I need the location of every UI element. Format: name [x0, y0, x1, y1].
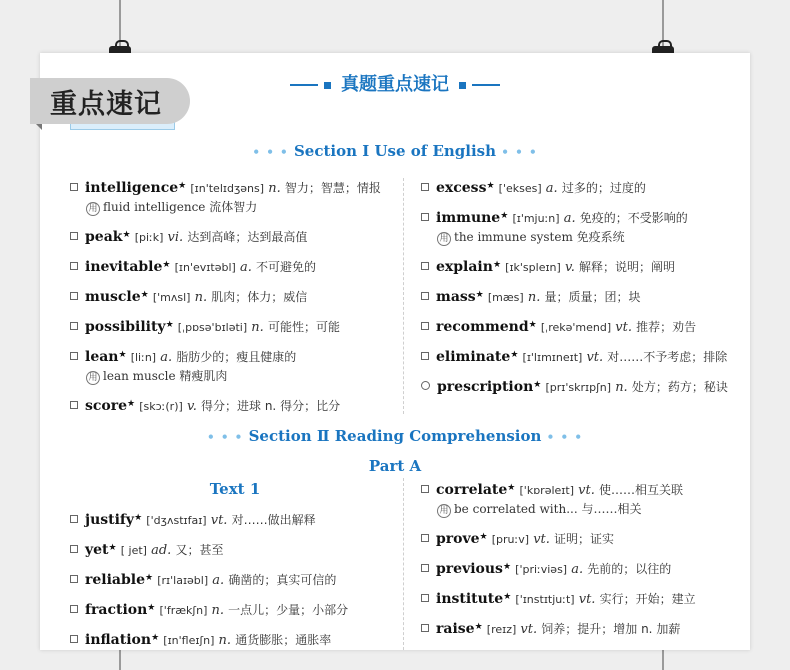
meaning: 证明；证实 — [554, 532, 615, 546]
meaning: 脂肪少的；瘦且健康的 — [176, 350, 297, 364]
vocab-word: recommend — [436, 319, 529, 335]
part-of-speech: a. — [212, 573, 225, 588]
vocab-word: prove — [436, 531, 480, 547]
heading-dots-right: • • • — [546, 430, 584, 444]
vocab-word: intelligence — [85, 180, 179, 196]
meaning: 肌肉；体力；威信 — [211, 290, 308, 304]
phonetic: [prɪ'skrɪpʃn] — [545, 381, 612, 394]
meaning: 处方；药方；秘诀 — [631, 380, 728, 394]
meaning: 达到高峰；达到最高值 — [187, 230, 308, 244]
phonetic: ['dʒʌstɪfaɪ] — [146, 514, 207, 527]
meaning: 不可避免的 — [255, 260, 316, 274]
star-icon: ★ — [474, 622, 483, 632]
meaning: 推荐；劝告 — [636, 320, 697, 334]
phonetic: [ jet] — [120, 544, 147, 557]
section1-label: Section Ⅰ Use of English — [293, 142, 497, 160]
title-square-left — [324, 82, 331, 89]
phonetic: ['frækʃn] — [159, 604, 208, 617]
part-of-speech: n. — [251, 320, 264, 335]
part-of-speech: a. — [545, 181, 558, 196]
star-icon: ★ — [108, 543, 117, 553]
usage-icon: 用 — [86, 202, 100, 216]
star-icon: ★ — [500, 211, 509, 221]
vocab-entry — [421, 348, 727, 365]
checkbox-icon — [70, 545, 78, 553]
checkbox-icon — [70, 635, 78, 643]
phonetic: [ɪ'lɪmɪneɪt] — [522, 351, 583, 364]
part-of-speech: vt. — [520, 622, 538, 637]
heading-dots-left: • • • — [206, 430, 244, 444]
vocab-word: excess — [436, 180, 487, 196]
star-icon: ★ — [165, 320, 174, 330]
section1-heading — [0, 142, 790, 160]
phonetic: [ɪn'evɪtəbl] — [174, 261, 236, 274]
vocab-word: inevitable — [85, 259, 163, 275]
part-of-speech: a. — [571, 562, 584, 577]
part-of-speech: v. — [564, 260, 575, 275]
hanging-string-bottom-right — [662, 650, 664, 670]
vocab-entry — [421, 179, 646, 196]
usage-text: fluid intelligence 流体智力 — [103, 200, 258, 214]
part-of-speech: vt. — [533, 532, 550, 547]
part-of-speech: a. — [160, 350, 173, 365]
phonetic: [piːk] — [134, 231, 164, 244]
star-icon: ★ — [492, 260, 502, 270]
star-icon: ★ — [479, 532, 488, 542]
vocab-word: score — [85, 398, 128, 414]
part-of-speech: vt. — [210, 513, 228, 528]
vocab-word: fraction — [85, 602, 148, 618]
checkbox-icon — [70, 515, 78, 523]
vocab-entry — [421, 288, 641, 305]
star-icon: ★ — [502, 562, 512, 572]
checkbox-icon — [421, 534, 429, 542]
vocab-entry — [421, 378, 728, 395]
meaning: 确凿的；真实可信的 — [228, 573, 337, 587]
vocab-word: explain — [436, 259, 493, 275]
vocab-word: immune — [436, 210, 501, 226]
checkbox-icon — [70, 322, 78, 330]
phonetic: [ɪ'mjuːn] — [512, 212, 560, 225]
part-of-speech: vt. — [586, 350, 604, 365]
star-icon: ★ — [486, 181, 495, 191]
phonetic: ['kɒrəleɪt] — [519, 484, 574, 497]
phonetic: [ɪk'spleɪn] — [505, 261, 561, 274]
vocab-entry — [70, 541, 223, 558]
phonetic: [skɔː(r)] — [139, 400, 183, 413]
part-of-speech: n. — [615, 380, 628, 395]
usage-example — [437, 228, 688, 246]
star-icon: ★ — [507, 483, 516, 493]
usage-icon: 用 — [86, 371, 100, 385]
meaning: 量；质量；团；块 — [544, 290, 641, 304]
meaning: 实行；开始；建立 — [599, 592, 696, 606]
part-of-speech: n. — [218, 633, 232, 648]
usage-example — [437, 500, 683, 518]
checkbox-icon — [70, 232, 78, 240]
star-icon: ★ — [127, 399, 136, 409]
checkbox-icon — [421, 183, 429, 191]
vocab-word: lean — [85, 349, 119, 365]
vocab-entry — [421, 530, 614, 547]
vocab-entry — [70, 601, 348, 618]
star-icon: ★ — [503, 592, 512, 602]
phonetic: [pruːv] — [491, 533, 530, 546]
usage-text: the immune system 免疫系统 — [454, 230, 625, 244]
phonetic: ['ekses] — [498, 182, 542, 195]
heading-dots-left: • • • — [252, 145, 289, 159]
checkbox-icon — [421, 594, 429, 602]
heading-dots-right: • • • — [501, 145, 538, 159]
star-icon: ★ — [140, 290, 149, 300]
vocab-word: raise — [436, 621, 475, 637]
checkbox-icon — [70, 401, 78, 409]
vocab-entry — [70, 288, 307, 305]
vocab-entry — [421, 590, 696, 607]
star-icon: ★ — [162, 260, 171, 270]
meaning: 解释；说明；阐明 — [579, 260, 676, 274]
usage-icon: 用 — [437, 232, 451, 246]
vocab-entry — [421, 258, 675, 275]
part-of-speech: n. — [211, 603, 225, 618]
vocab-entry — [70, 179, 381, 216]
section2-label: Section Ⅱ Reading Comprehension — [248, 427, 542, 445]
vocab-word: reliable — [85, 572, 146, 588]
phonetic: [rɪ'laɪəbl] — [157, 574, 209, 587]
checkbox-icon — [70, 605, 78, 613]
vocab-word: justify — [85, 512, 135, 528]
vocab-entry — [421, 481, 683, 518]
vocab-entry — [421, 560, 671, 577]
part-of-speech: vi. — [167, 230, 184, 245]
page-title-row — [0, 70, 790, 96]
meaning: 先前的；以往的 — [587, 562, 672, 576]
vocab-entry — [70, 397, 340, 414]
usage-example — [86, 367, 296, 385]
checkbox-icon — [421, 564, 429, 572]
star-icon: ★ — [178, 181, 187, 191]
title-rule-left — [290, 84, 318, 86]
vocab-word: mass — [436, 289, 476, 305]
title-rule-right — [472, 84, 500, 86]
part-of-speech: n. — [527, 290, 541, 305]
vocab-entry — [70, 228, 307, 245]
part-of-speech: ad. — [151, 543, 172, 558]
vocab-word: previous — [436, 561, 503, 577]
section2-heading — [0, 427, 790, 445]
checkbox-icon — [421, 262, 429, 270]
vocab-word: correlate — [436, 482, 508, 498]
phonetic: ['ɪnstɪtjuːt] — [515, 593, 575, 606]
star-icon: ★ — [533, 380, 542, 390]
checkbox-icon — [421, 322, 429, 330]
checkbox-icon — [421, 213, 429, 221]
checkbox-icon — [421, 352, 429, 360]
part-of-speech: n. — [268, 181, 281, 196]
phonetic: [mæs] — [487, 291, 524, 304]
star-icon: ★ — [528, 320, 537, 330]
vocab-entry — [421, 620, 680, 637]
column-divider-1 — [403, 178, 404, 414]
vocab-word: eliminate — [436, 349, 511, 365]
section-badge: 重点速记 — [30, 78, 190, 124]
part-of-speech: vt. — [615, 320, 632, 335]
vocab-entry — [70, 348, 296, 385]
meaning: 对……不予考虑；排除 — [607, 350, 728, 364]
star-icon: ★ — [122, 230, 131, 240]
part-of-speech: n. — [194, 290, 208, 305]
vocab-entry — [421, 209, 688, 246]
vocab-word: prescription — [437, 379, 534, 395]
text-label: Text 1 — [209, 480, 261, 498]
meaning: 过多的；过度的 — [561, 181, 646, 195]
star-icon: ★ — [510, 350, 519, 360]
vocab-word: yet — [85, 542, 109, 558]
meaning: 饲养；提升；增加 n. 加薪 — [541, 622, 681, 636]
meaning: 得分；进球 n. 得分；比分 — [201, 399, 341, 413]
vocab-entry — [70, 631, 331, 648]
checkbox-icon — [70, 575, 78, 583]
hanging-string-bottom-left — [119, 650, 121, 670]
checkbox-icon — [70, 352, 78, 360]
vocab-word: peak — [85, 229, 123, 245]
circle-checkbox-icon — [421, 381, 430, 390]
checkbox-icon — [70, 262, 78, 270]
star-icon: ★ — [134, 513, 143, 523]
checkbox-icon — [421, 292, 429, 300]
checkbox-icon — [70, 183, 78, 191]
star-icon: ★ — [147, 603, 156, 613]
star-icon: ★ — [151, 633, 160, 643]
title-square-right — [459, 82, 466, 89]
meaning: 又；甚至 — [175, 543, 224, 557]
vocab-entry — [421, 318, 696, 335]
meaning: 一点儿；少量；小部分 — [228, 603, 349, 617]
column-divider-2 — [403, 478, 404, 650]
page-title: 真题重点速记 — [341, 74, 449, 95]
phonetic: [liːn] — [130, 351, 157, 364]
vocab-word: muscle — [85, 289, 141, 305]
checkbox-icon — [421, 624, 429, 632]
part-of-speech: v. — [186, 399, 197, 414]
part-of-speech: vt. — [578, 592, 596, 607]
part-of-speech: a. — [563, 211, 576, 226]
vocab-entry — [70, 258, 316, 275]
part-of-speech: a. — [239, 260, 252, 275]
meaning: 智力；智慧；情报 — [284, 181, 381, 195]
meaning: 使……相互关联 — [598, 483, 683, 497]
vocab-word: inflation — [85, 632, 152, 648]
phonetic: [ɪn'telɪdʒəns] — [190, 182, 265, 195]
meaning: 对……做出解释 — [231, 513, 316, 527]
star-icon: ★ — [475, 290, 484, 300]
usage-example — [86, 198, 381, 216]
phonetic: [ɪn'fleɪʃn] — [163, 634, 215, 647]
vocab-entry — [70, 571, 336, 588]
checkbox-icon — [421, 485, 429, 493]
meaning: 可能性；可能 — [267, 320, 340, 334]
phonetic: [reɪz] — [486, 623, 517, 636]
phonetic: [ˌrekə'mend] — [540, 321, 612, 334]
meaning: 通货膨胀；通胀率 — [235, 633, 332, 647]
vocab-entry — [70, 511, 316, 528]
star-icon: ★ — [145, 573, 154, 583]
usage-text: lean muscle 精瘦肌肉 — [103, 369, 228, 383]
phonetic: [ˌpɒsə'bɪləti] — [177, 321, 248, 334]
star-icon: ★ — [118, 350, 127, 360]
vocab-entry — [70, 318, 340, 335]
part-label: Part A — [368, 457, 422, 475]
part-of-speech: vt. — [578, 483, 595, 498]
usage-icon: 用 — [437, 504, 451, 518]
vocab-word: possibility — [85, 319, 166, 335]
checkbox-icon — [70, 292, 78, 300]
meaning: 免疫的；不受影响的 — [579, 211, 688, 225]
phonetic: ['mʌsl] — [152, 291, 191, 304]
phonetic: ['priːviəs] — [515, 563, 568, 576]
usage-text: be correlated with... 与……相关 — [454, 502, 642, 516]
vocab-word: institute — [436, 591, 504, 607]
